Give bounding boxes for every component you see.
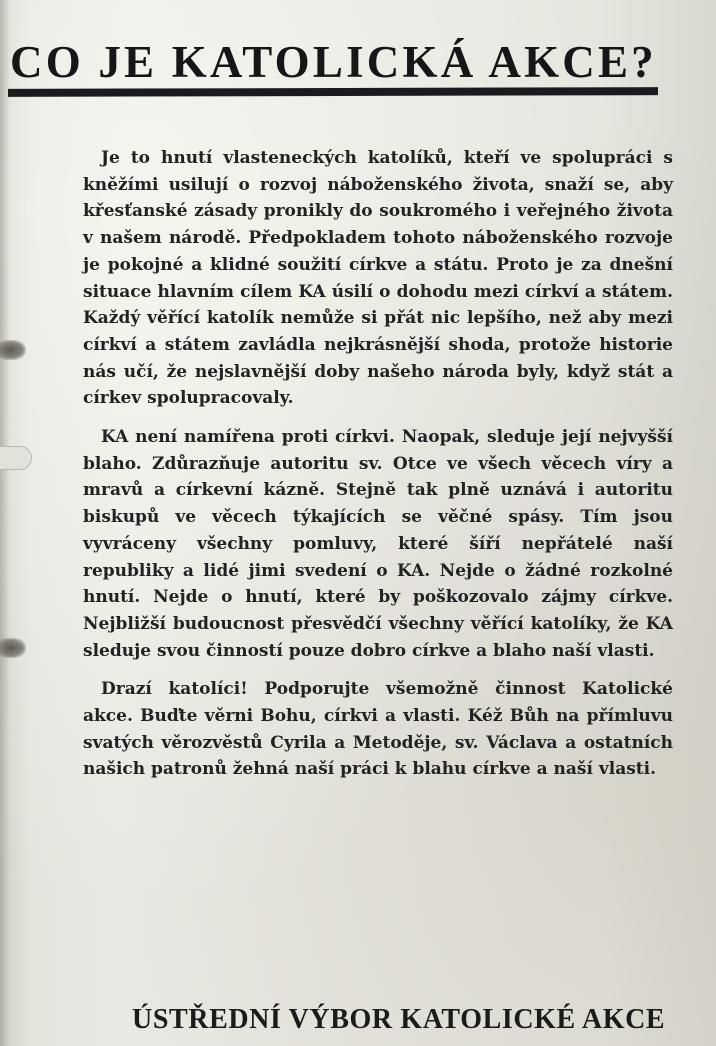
paragraph-1: Je to hnutí vlasteneckých katolíků, kteří ve spolupráci s kněžími usilují o rozvoj náboženského života, snaží se, aby křesťanské zásady pronikly do soukromého i veřejného života v našem národě. Předpokladem tohoto náboženského rozvoje je pokojné a klidné soužití církve a státu. Proto je za dnešní situace hlavním cílem KA úsilí o dohodu mezi církví a státem. Každý věřící katolík nemůže si přát nic lepšího, než aby mezi církví a státem zavládla nejkrásnější shoda, protože historie nás učí, že nejslavnější doby našeho národa byly, když stát a církev spolupracovaly.: [83, 148, 673, 409]
document-signature: ÚSTŘEDNÍ VÝBOR KATOLICKÉ AKCE: [132, 1004, 666, 1035]
paragraph-2: KA není namířena proti církvi. Naopak, sleduje její nejvyšší blaho. Zdůrazňuje autoritu sv. Otce ve všech věcech víry a mravů a církevní kázně. Stejně tak plně uznává i autoritu biskupů ve věcech týkajících se věčné spásy. Tím jsou vyvráceny všechny pomluvy, které šíří nepřátelé naší republiky a lidé jimi svedení o KA. Nejde o žádné rozkolné hnutí. Nejde o hnutí, které by poškozovalo zájmy církve. Nejbližší budoucnost přesvědčí všechny věřící katolíky, že KA sleduje svou činností pouze dobro církve a blaho naší vlasti.: [83, 427, 673, 661]
punch-hole-bottom: [0, 638, 26, 658]
paragraph-3: Drazí katolíci! Podporujte všemožně činnost Katolické akce. Buďte věrni Bohu, církvi a vlasti. Kéž Bůh na přímluvu svatých věrozvěstů Cyrila a Metoděje, sv. Václava a ostatních našich patronů žehná naší práci k blahu církve a naší vlasti.: [83, 679, 673, 780]
paper-notch: [0, 446, 32, 470]
document-body: [83, 145, 673, 795]
title-underline: [8, 87, 658, 97]
punch-hole-top: [0, 340, 26, 360]
document-title: CO JE KATOLICKÁ AKCE?: [10, 37, 657, 87]
page-edge-shadow: [0, 0, 10, 1046]
